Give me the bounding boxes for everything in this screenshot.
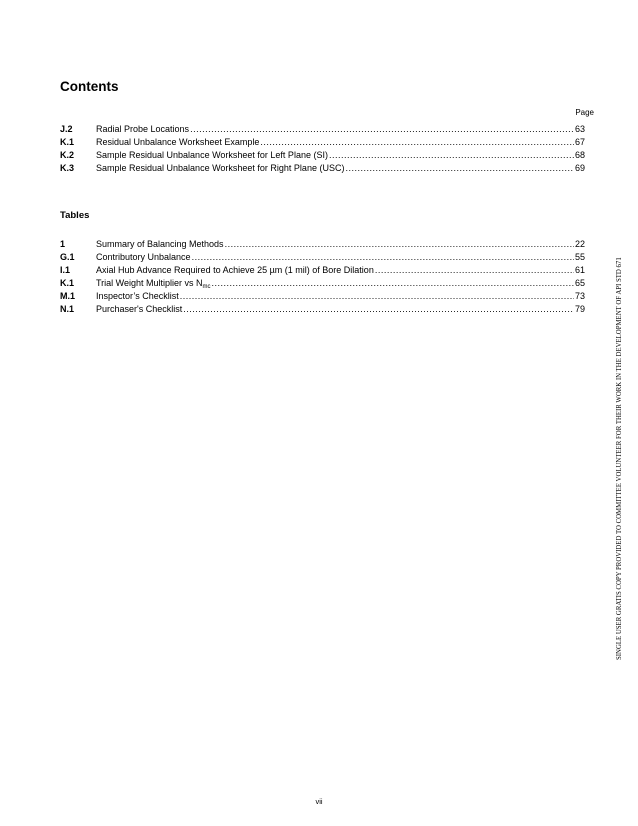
entry-title: Sample Residual Unbalance Worksheet for Left Plane (SI) <box>96 150 328 160</box>
entry-page: 68 <box>574 150 585 160</box>
entry-number: N.1 <box>60 304 75 314</box>
toc-entry[interactable] <box>60 303 585 316</box>
entry-number: K.1 <box>60 137 75 147</box>
entry-number: M.1 <box>60 291 76 301</box>
entry-title-text: Trial Weight Multiplier vs N <box>96 278 203 288</box>
dot-leader <box>260 136 574 149</box>
contents-heading: Contents <box>60 79 119 94</box>
toc-entry[interactable] <box>60 238 585 251</box>
dot-leader <box>375 264 574 277</box>
entry-title: Contributory Unbalance <box>96 252 191 262</box>
dot-leader <box>183 303 574 316</box>
entry-number: J.2 <box>60 124 73 134</box>
toc-entry[interactable] <box>60 162 585 175</box>
dot-leader <box>225 238 574 251</box>
figures-list <box>60 123 585 175</box>
entry-number: G.1 <box>60 252 75 262</box>
dot-leader <box>180 290 574 303</box>
entry-page: 65 <box>574 278 585 288</box>
entry-title: Purchaser's Checklist <box>96 304 183 314</box>
entry-title: Summary of Balancing Methods <box>96 239 224 249</box>
entry-title: Sample Residual Unbalance Worksheet for Right Plane (USC) <box>96 163 345 173</box>
watermark-text: SINGLE USER GRATIS COPY PROVIDED TO COMMITTEE VOLUNTEER FOR THEIR WORK IN THE DEVELOPMENT OF API STD 671 <box>616 257 623 660</box>
toc-entry[interactable] <box>60 277 585 290</box>
page-column-label: Page <box>575 108 594 117</box>
toc-entry[interactable] <box>60 136 585 149</box>
toc-entry[interactable] <box>60 123 585 136</box>
entry-title: Inspector’s Checklist <box>96 291 179 301</box>
entry-page: 69 <box>574 163 585 173</box>
entry-page: 67 <box>574 137 585 147</box>
toc-entry[interactable] <box>60 149 585 162</box>
toc-entry[interactable] <box>60 251 585 264</box>
entry-number: K.3 <box>60 163 75 173</box>
entry-title-subscript: mc <box>202 284 211 290</box>
entry-number: I.1 <box>60 265 71 275</box>
dot-leader <box>212 277 574 290</box>
dot-leader <box>192 251 574 264</box>
dot-leader <box>329 149 574 162</box>
toc-entry[interactable] <box>60 264 585 277</box>
entry-title: Residual Unbalance Worksheet Example <box>96 137 260 147</box>
entry-title: Radial Probe Locations <box>96 124 190 134</box>
entry-title: Axial Hub Advance Required to Achieve 25 µm (1 mil) of Bore Dilation <box>96 265 374 275</box>
entry-page: 22 <box>574 239 585 249</box>
entry-page: 61 <box>574 265 585 275</box>
dot-leader <box>345 162 574 175</box>
page-number: vii <box>315 797 323 806</box>
tables-list <box>60 238 585 316</box>
entry-number: K.1 <box>60 278 75 288</box>
tables-heading: Tables <box>60 210 90 221</box>
entry-number: 1 <box>60 239 66 249</box>
entry-number: K.2 <box>60 150 75 160</box>
entry-page: 63 <box>574 124 585 134</box>
dot-leader <box>190 123 574 136</box>
toc-entry[interactable] <box>60 290 585 303</box>
entry-page: 79 <box>574 304 585 314</box>
entry-page: 73 <box>574 291 585 301</box>
entry-page: 55 <box>574 252 585 262</box>
